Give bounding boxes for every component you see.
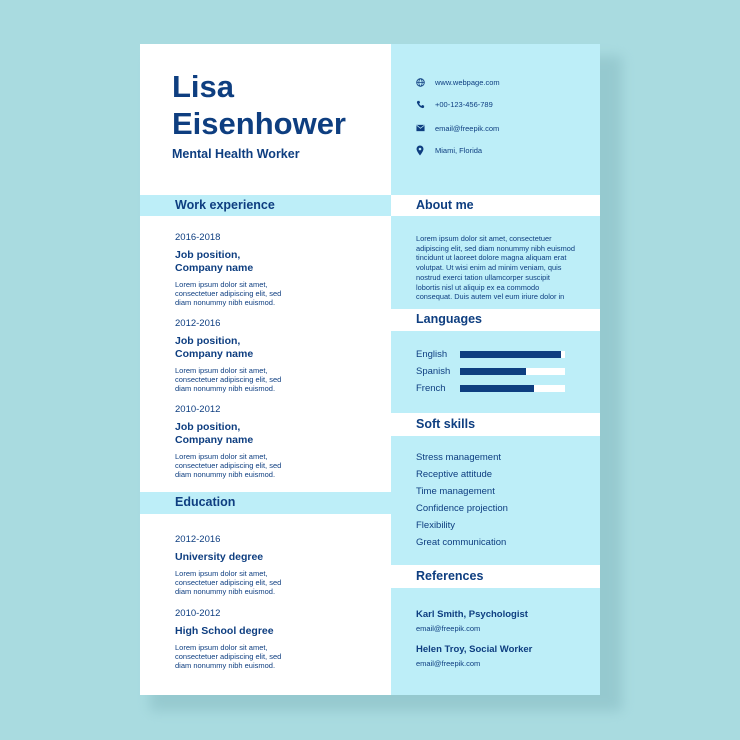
about-line: adipiscing elit, sed diam nonummy nibh euismod (416, 243, 575, 253)
phone-text: +00-123-456-789 (435, 99, 493, 109)
resume-page (140, 44, 600, 695)
work-description (175, 366, 295, 394)
education-degree: University degree (175, 551, 264, 563)
education-description (175, 643, 295, 671)
location-pin-icon (414, 144, 426, 156)
desc-line: consectetuer adipiscing elit, sed (175, 461, 282, 471)
contact-website (414, 76, 500, 88)
desc-line: diam nonummy nibh euismod. (175, 470, 276, 480)
language-level-fill (460, 351, 561, 358)
job-title: Mental Health Worker (172, 147, 300, 161)
about-line: nostrud exerci tation ullamcorper suscipit (416, 272, 550, 282)
work-date: 2012-2016 (175, 318, 221, 329)
position-text: Job position, (175, 335, 241, 347)
about-me-heading: About me (416, 198, 474, 212)
education-date: 2010-2012 (175, 608, 221, 619)
contact-phone (414, 98, 493, 110)
contact-location (414, 144, 482, 156)
reference-email: email@freepik.com (416, 659, 481, 668)
skill-item: Time management (416, 486, 495, 497)
desc-line: Lorem ipsum dolor sit amet, (175, 643, 268, 652)
desc-line: Lorem ipsum dolor sit amet, (175, 569, 268, 578)
work-date: 2010-2012 (175, 404, 221, 415)
last-name: Eisenhower (172, 106, 346, 141)
desc-line: diam nonummy nibh euismod. (175, 298, 276, 308)
work-description (175, 452, 295, 480)
desc-line: consectetuer adipiscing elit, sed (175, 652, 282, 662)
desc-line: diam nonummy nibh euismod. (175, 587, 276, 597)
desc-line: consectetuer adipiscing elit, sed (175, 289, 282, 299)
company-text: Company name (175, 434, 254, 446)
location-text: Miami, Florida (435, 145, 483, 155)
work-position (175, 249, 355, 275)
language-level-fill (460, 368, 526, 375)
work-date: 2016-2018 (175, 232, 221, 243)
reference-email: email@freepik.com (416, 624, 481, 633)
work-position (175, 421, 355, 447)
language-level-track (460, 368, 565, 375)
about-line: consequat. Duis autem vel eum iriure dolor in (416, 292, 565, 302)
about-line: Lorem ipsum dolor sit amet, consectetuer (416, 234, 552, 243)
about-line: lobortis nisl ut aliquip ex ea commodo (416, 282, 540, 292)
skill-item: Receptive attitude (416, 469, 493, 480)
phone-icon (414, 98, 426, 110)
email-text: email@freepik.com (435, 123, 500, 133)
mail-icon (414, 122, 426, 134)
candidate-name (172, 68, 346, 142)
language-level-fill (460, 385, 534, 392)
company-text: Company name (175, 262, 254, 274)
desc-line: Lorem ipsum dolor sit amet, (175, 366, 268, 375)
education-degree: High School degree (175, 625, 274, 637)
desc-line: Lorem ipsum dolor sit amet, (175, 452, 268, 461)
globe-icon (414, 76, 426, 88)
about-line: tincidunt ut laoreet dolore magna aliquam erat (416, 253, 567, 263)
work-experience-heading: Work experience (175, 198, 275, 212)
language-label: French (416, 383, 446, 394)
references-heading: References (416, 569, 484, 583)
company-text: Company name (175, 348, 254, 360)
position-text: Job position, (175, 249, 241, 261)
desc-line: consectetuer adipiscing elit, sed (175, 375, 282, 385)
first-name: Lisa (172, 69, 235, 104)
desc-line: diam nonummy nibh euismod. (175, 661, 276, 671)
education-date: 2012-2016 (175, 534, 221, 545)
language-label: English (416, 349, 448, 360)
position-text: Job position, (175, 421, 241, 433)
skill-item: Confidence projection (416, 503, 508, 514)
desc-line: diam nonummy nibh euismod. (175, 384, 276, 394)
work-description (175, 280, 295, 308)
about-me-text (416, 234, 576, 302)
skill-item: Great communication (416, 537, 507, 548)
skill-item: Flexibility (416, 520, 456, 531)
education-description (175, 569, 295, 597)
language-level-track (460, 351, 565, 358)
skill-item: Stress management (416, 452, 502, 463)
languages-heading: Languages (416, 312, 482, 326)
desc-line: Lorem ipsum dolor sit amet, (175, 280, 268, 289)
about-line: volutpat. Ut wisi enim ad minim veniam, quis (416, 263, 562, 273)
language-label: Spanish (416, 366, 451, 377)
education-heading: Education (175, 495, 236, 509)
soft-skills-heading: Soft skills (416, 417, 476, 431)
work-position (175, 335, 355, 361)
contact-email (414, 122, 499, 134)
language-level-track (460, 385, 565, 392)
reference-name: Karl Smith, Psychologist (416, 609, 528, 620)
reference-name: Helen Troy, Social Worker (416, 644, 533, 655)
website-text: www.webpage.com (435, 77, 500, 87)
desc-line: consectetuer adipiscing elit, sed (175, 578, 282, 588)
